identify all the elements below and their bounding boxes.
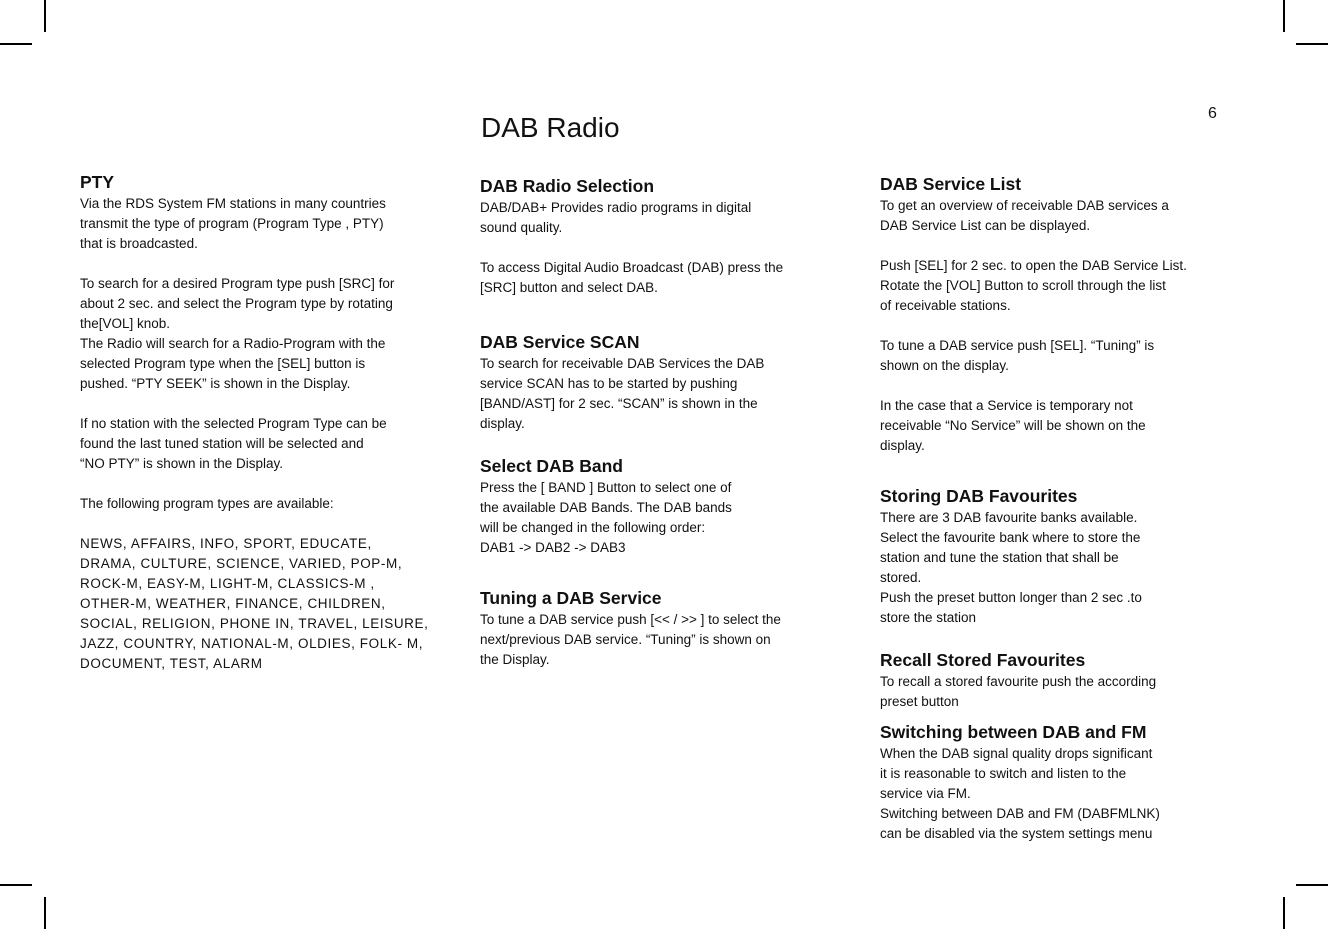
dab-service-list-paragraph-3: To tune a DAB service push [SEL]. “Tuning” is shown on the display. <box>880 338 1155 373</box>
crop-mark-top-left-vertical <box>44 0 46 32</box>
dab-service-list-heading: DAB Service List <box>880 174 1022 194</box>
crop-mark-top-right-horizontal <box>1296 43 1328 45</box>
pty-heading: PTY <box>80 172 115 192</box>
dab-service-list-paragraph-1: To get an overview of receivable DAB services a DAB Service List can be displayed. <box>880 198 1169 233</box>
select-dab-band-heading: Select DAB Band <box>480 456 623 476</box>
crop-mark-top-right-vertical <box>1283 0 1285 32</box>
crop-mark-bottom-right-vertical <box>1283 897 1285 929</box>
right-column <box>880 172 1225 844</box>
pty-paragraph-1: Via the RDS System FM stations in many countries transmit the type of program (Program Type , PTY) that is broadcasted. <box>80 196 386 251</box>
dab-service-scan-heading: DAB Service SCAN <box>480 332 640 352</box>
dab-service-list-paragraph-4: In the case that a Service is temporary not receivable “No Service” will be shown on the display. <box>880 398 1146 453</box>
recall-stored-favourites-heading: Recall Stored Favourites <box>880 650 1086 670</box>
switching-dab-fm-heading: Switching between DAB and FM <box>880 722 1147 742</box>
pty-paragraph-3: If no station with the selected Program Type can be found the last tuned station will be selected and “NO PTY” is shown in the Display. <box>80 416 387 471</box>
middle-column <box>480 174 828 670</box>
crop-mark-bottom-left-vertical <box>44 897 46 929</box>
recall-stored-favourites-paragraph: To recall a stored favourite push the according preset button <box>880 674 1157 709</box>
dab-service-list-paragraph-2: Push [SEL] for 2 sec. to open the DAB Service List. Rotate the [VOL] Button to scroll through the list of receivable stations. <box>880 258 1187 313</box>
select-dab-band-paragraph: Press the [ BAND ] Button to select one of the available DAB Bands. The DAB bands will be changed in the following order: DAB1 -> DAB2 -> DAB3 <box>480 480 732 555</box>
storing-dab-favourites-heading: Storing DAB Favourites <box>880 486 1078 506</box>
crop-mark-bottom-left-horizontal <box>0 884 32 886</box>
program-types-list: NEWS, AFFAIRS, INFO, SPORT, EDUCATE, DRAMA, CULTURE, SCIENCE, VARIED, POP-M, ROCK-M, EASY-M, LIGHT-M, CLASSICS-M , OTHER-M, WEATHER, FINANCE, CHILDREN, SOCIAL, RELIGION, PHONE IN, TRAVEL, LEISURE, JAZZ, COUNTRY, NATIONAL-M, OLDIES, FOLK- M, DOCUMENT, TEST, ALARM <box>80 536 429 671</box>
page-number: 6 <box>1208 105 1217 122</box>
storing-dab-favourites-paragraph: There are 3 DAB favourite banks available. Select the favourite bank where to store the station and tune the station that shall be stored. Push the preset button longer than 2 sec .to store the station <box>880 510 1142 625</box>
page-title: DAB Radio <box>481 112 620 143</box>
dab-service-scan-paragraph: To search for receivable DAB Services the DAB service SCAN has to be started by pushing [BAND/AST] for 2 sec. “SCAN” is shown in the display. <box>480 356 765 431</box>
dab-radio-selection-heading: DAB Radio Selection <box>480 176 655 196</box>
pty-paragraph-2: To search for a desired Program type push [SRC] for about 2 sec. and select the Program type by rotating the[VOL] knob. The Radio will search for a Radio-Program with the selected Program type when the [SEL] button is pushed. “PTY SEEK” is shown in the Display. <box>80 276 395 391</box>
tuning-dab-service-heading: Tuning a DAB Service <box>480 588 662 608</box>
switching-dab-fm-paragraph: When the DAB signal quality drops significant it is reasonable to switch and listen to the service via FM. Switching between DAB and FM (DABFMLNK) can be disabled via the system settings menu <box>880 746 1160 841</box>
crop-mark-bottom-right-horizontal <box>1296 884 1328 886</box>
tuning-dab-service-paragraph: To tune a DAB service push [<< / >> ] to select the next/previous DAB service. “Tuning” is shown on the Display. <box>480 612 781 667</box>
dab-radio-selection-paragraph-1: DAB/DAB+ Provides radio programs in digital sound quality. <box>480 200 752 235</box>
dab-radio-selection-paragraph-2: To access Digital Audio Broadcast (DAB) press the [SRC] button and select DAB. <box>480 260 784 295</box>
crop-mark-top-left-horizontal <box>0 43 32 45</box>
pty-paragraph-4: The following program types are available: <box>80 496 334 511</box>
left-column <box>80 170 445 674</box>
